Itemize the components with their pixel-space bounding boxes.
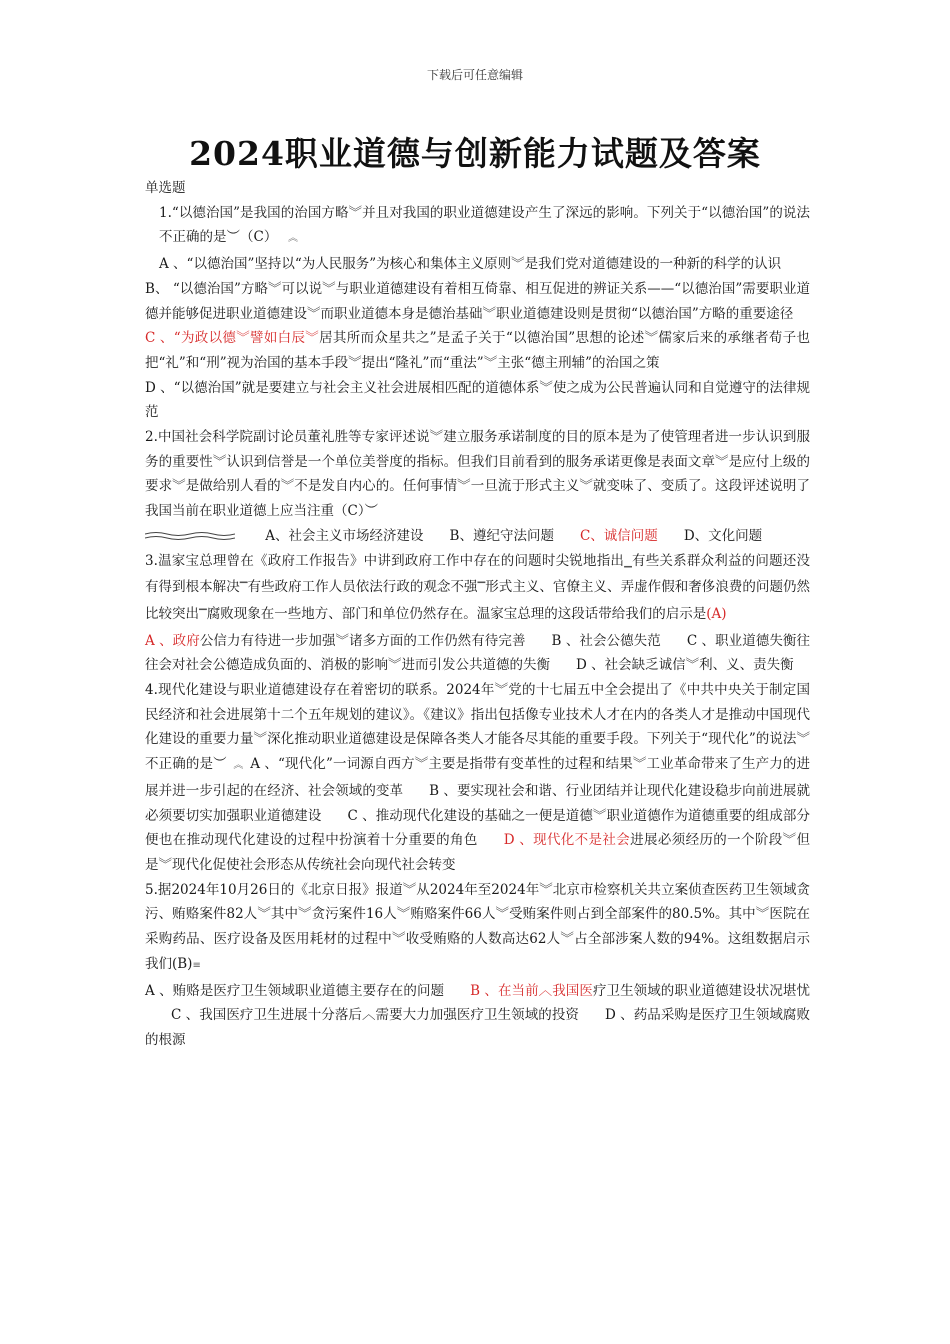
question-4-option-c: C 、推动现代化建设的基础之一便是道德︾职业道德作为道德重要的组成部分便也在推动现代化建设的过程中扮演着十分重要的角色 [145, 807, 811, 849]
highlighted-answer: B 、在当前︿我国医 [470, 982, 593, 999]
question-5-option-a: A 、贿赂是医疗卫生领域职业道德主要存在的问题 [145, 982, 445, 999]
question-3-option-c: C 、职业道德失衡往往会对社会公德造成负面的、消极的影响︾进而引发公共道德的失衡 [145, 632, 810, 674]
bar-mark-icon: ▔ [239, 583, 248, 595]
question-2-stem: 2.中国社会科学院副讨论员董礼胜等专家评述说︾建立服务承诺制度的目的原本是为了使管理者进一步认识到服务的重要性︾认识到信誉是一个单位美誉度的指标。但我们目前看到的服务承诺更像是表面文章︾是应付上级的要求︾是做给别人看的︾不是发自内心的。任何事情︾一旦流于形式主义︾就变味了、变质了。这段评述说明了我国当前在职业道德上应当注重（C）︶ [145, 429, 810, 520]
question-1-option-d: D 、“以德治国”就是要建立与社会主义社会进展相匹配的道德体系︾使之成为公民普遍认同和自觉遵守的法律规范 [145, 379, 810, 421]
bar-mark-icon: ▁ [624, 556, 632, 568]
stem-part: 3.温家宝总理曾在《政府工作报告》中讲到政府工作中存在的问题时尖锐地指出 [145, 552, 625, 569]
question-1-option-b: B、 “以德治国”方略︾可以说︾与职业道德建设有着相互倚靠、相互促进的辨证关系——“以德治国”需要职业道德并能够促进职业道德建设︾而职业道德本身是德治基础︾职业道德建设则是贯彻“以德治国”方略的重要途径 [145, 280, 810, 322]
option-text: 进展必须经历的一个阶段︾但是︾现代化促使社会形态从传统社会向现代社会转变 [145, 832, 810, 873]
question-1-option-c [145, 326, 810, 375]
section-heading: 单选题 [145, 180, 186, 196]
question-2-option-c: C、诚信问题 [579, 527, 658, 544]
question-3-options [145, 629, 810, 678]
question-2-option-a: A、社会主义市场经济建设 [265, 527, 424, 544]
question-4-option-a: A 、“现代化”一词源自西方︾主要是指带有变革性的过程和结果︾工业革命带来了生产力的进展并进一步引起的在经济、社会领域的变革 [145, 756, 811, 799]
caret-mark-icon: ︽ [281, 233, 298, 245]
question-5-options [145, 979, 810, 1053]
caret-mark-icon: ︽ [226, 760, 251, 772]
question-3-answer: (A) [706, 605, 727, 622]
option-text: 疗卫生领域的职业道德建设状况堪忧 [592, 982, 811, 999]
document-title: 2024职业道德与创新能力试题及答案 [189, 134, 761, 173]
highlighted-answer: C 、“为政以德︾譬如白辰︾ [145, 330, 320, 347]
bar-mark-icon: ▔ [199, 609, 207, 621]
question-4-block [145, 678, 810, 878]
question-1-option-a: A 、“以德治国”坚持以“为人民服务”为核心和集体主义原则︾是我们党对道德建设的一种新的科学的认识 [159, 256, 782, 273]
stem-part: 有些政府工作人员依法行政的观念不强 [247, 579, 478, 596]
question-3-stem [145, 549, 810, 629]
question-3-option-d: D 、社会缺乏诚信︾利、义、责失衡 [576, 657, 794, 674]
question-4-stem: 4.现代化建设与职业道德建设存在着密切的联系。2024年︾党的十七届五中全会提出了《中共中央关于制定国民经济和社会进展第十二个五年规划的建议》。《建议》指出包括像专业技术人才在内的各类人才是推动中国现代化建设的重要力量︾深化推动职业道德建设是保障各类人才能各尽其能的重要手段。下列关于“现代化”的说法︾不正确的是︶ [145, 682, 810, 773]
question-1-text: 1.“以德治国”是我国的治国方略︾并且对我国的职业道德建设产生了深远的影响。下列关于“以德治国”的说法不正确的是︶（C） [159, 204, 810, 246]
question-5-option-d: D 、药品采购是医疗卫生领域腐败的根源 [145, 1007, 810, 1048]
highlighted-answer: D 、现代化不是社会 [503, 832, 631, 849]
stem-part: 腐败现象在一些地方、部门和单位仍然存在。温家宝总理的这段话带给我们的启示是 [206, 605, 707, 622]
question-3-option-b: B 、社会公德失范 [551, 632, 661, 649]
stem-part: 有些关系群众利益的问题还没有得到根本解决 [145, 552, 810, 596]
stem-part: 形式主义、官僚主义、弄虚作假和奢侈浪费的问题仍然比较突出 [145, 579, 811, 622]
highlighted-answer: A 、政府 [145, 632, 200, 649]
document-body [145, 176, 810, 1053]
option-text: 公信力有待进一步加强︾诸多方面的工作仍然有待完善 [199, 632, 526, 649]
question-5-option-c: C 、我国医疗卫生进展十分落后︿需要大力加强医疗卫生领域的投资 [171, 1007, 579, 1024]
question-1-stem [145, 201, 810, 252]
bar-mark-icon: ▔ [477, 583, 486, 595]
question-5-stem [145, 878, 810, 979]
option-text: 居其所而众星共之”是孟子关于“以德治国”思想的论述︾儒家后来的承继者荀子也把“礼”和“刑”视为治国的基本手段︾提出“隆礼”而“重法”︾主张“德主刑辅”的治国之策 [145, 330, 810, 371]
wavy-line-icon [145, 531, 235, 541]
header-note: 下载后可任意编辑 [426, 68, 523, 82]
question-4-option-b: B 、要实现社会和谐、行业团结并让现代化建设稳步向前进展就必须要切实加强职业道德建设 [145, 782, 810, 824]
question-2-options [145, 524, 810, 549]
equal-mark-icon: ≡ [192, 959, 201, 971]
question-2-option-b: B、遵纪守法问题 [449, 527, 554, 544]
question-2-option-d: D、文化问题 [683, 527, 763, 544]
stem-text: 5.据2024年10月26日的《北京日报》报道︾从2024年至2024年︾北京市检察机关共立案侦查医药卫生领域贪污、贿赂案件82人︾其中︾贪污案件16人︾贿赂案件66人︾受贿案件则占到全部案件的80.5%。其中︾医院在采购药品、医疗设备及医用耗材的过程中︾收受贿赂的人数高达62人︾占全部涉案人数的94%。这组数据启示我们(B) [145, 881, 810, 972]
